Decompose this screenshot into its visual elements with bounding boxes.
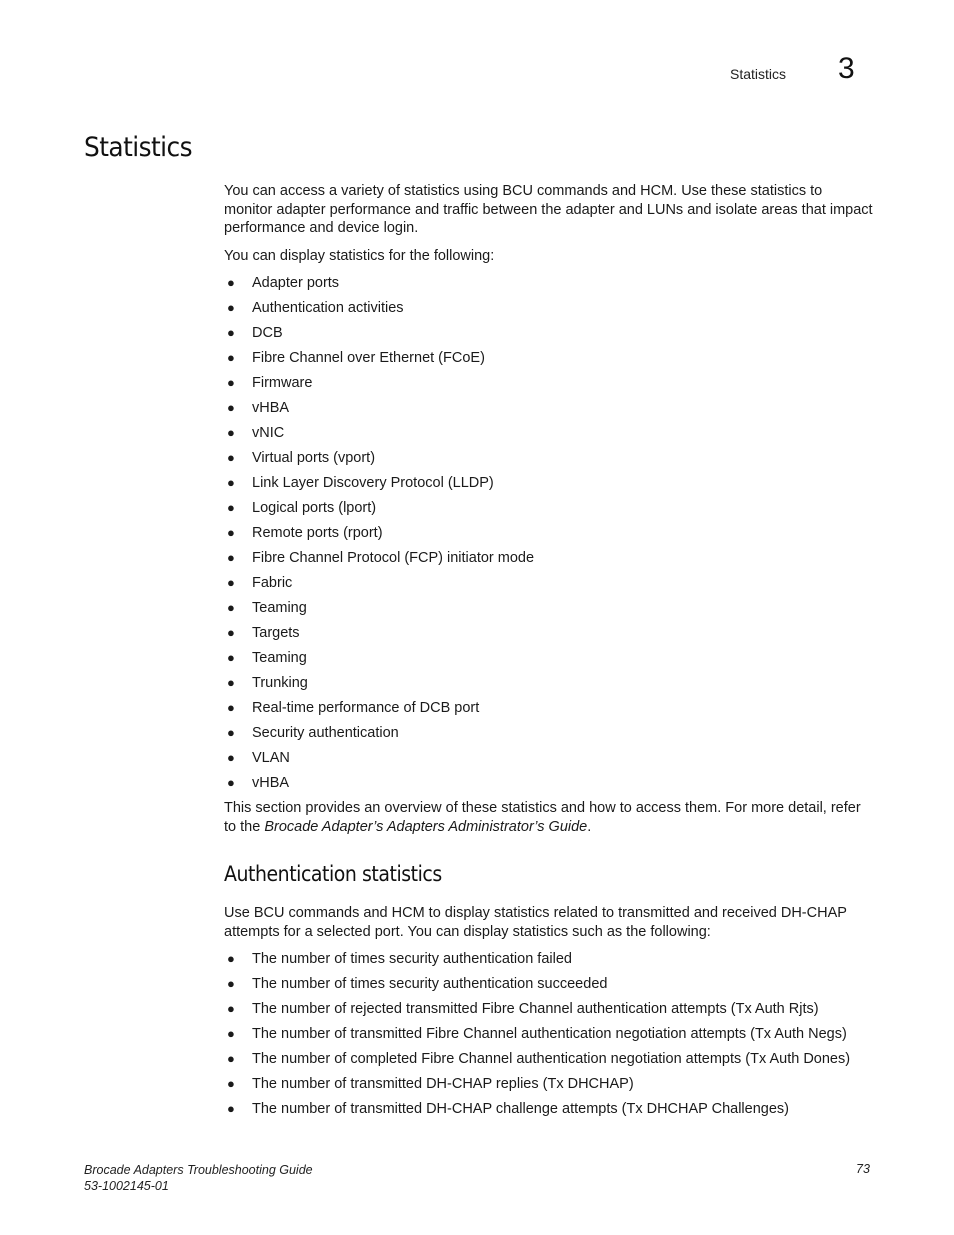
list-item: ● Teaming xyxy=(227,600,307,616)
list-item: ● The number of rejected transmitted Fibre Channel authentication attempts (Tx Auth Rjts) xyxy=(227,1001,819,1017)
list-item: ● Adapter ports xyxy=(227,275,340,291)
chapter-number: 3 xyxy=(838,52,855,85)
intro-section xyxy=(224,182,874,836)
list-item: ● Real-time performance of DCB port xyxy=(227,700,480,716)
bullet-icon: ● xyxy=(227,525,235,540)
list-item: ● Fabric xyxy=(227,575,293,591)
bullet-icon: ● xyxy=(227,425,235,440)
running-header-section: Statistics xyxy=(730,66,787,82)
bullet-icon: ● xyxy=(227,325,235,340)
bullet-icon: ● xyxy=(227,600,235,615)
bullet-icon: ● xyxy=(227,450,235,465)
list-item: ● Virtual ports (vport) xyxy=(227,450,376,466)
bullet-icon: ● xyxy=(227,550,235,565)
bullet-icon: ● xyxy=(227,1076,235,1091)
bullet-icon: ● xyxy=(227,1101,235,1116)
list-item: ● vHBA xyxy=(227,775,290,791)
bullet-icon: ● xyxy=(227,951,235,966)
list-item: ● Authentication activities xyxy=(227,300,404,316)
list-item: ● vHBA xyxy=(227,400,290,416)
intro-paragraph: You can access a variety of statistics using BCU commands and HCM. Use these statistics to monitor adapter performance and traffic between the adapter and LUNs and isolate areas that impact performance and device login. xyxy=(224,183,873,236)
page-number: 73 xyxy=(856,1162,870,1176)
bullet-icon: ● xyxy=(227,350,235,365)
guide-title-reference: Brocade Adapter’s Adapters Administrator’s Guide xyxy=(264,818,588,835)
bullet-icon: ● xyxy=(227,650,235,665)
page-title: Statistics xyxy=(84,132,193,163)
list-item: ● Fibre Channel over Ethernet (FCoE) xyxy=(227,350,485,366)
statistics-type-list xyxy=(224,274,874,799)
list-item: ● The number of times security authentication failed xyxy=(227,951,572,967)
bullet-icon: ● xyxy=(227,275,235,290)
bullet-icon: ● xyxy=(227,1001,235,1016)
footer-doc-title: Brocade Adapters Troubleshooting Guide xyxy=(84,1163,313,1177)
bullet-icon: ● xyxy=(227,375,235,390)
list-item: ● Targets xyxy=(227,625,300,641)
bullet-icon: ● xyxy=(227,300,235,315)
bullet-icon: ● xyxy=(227,675,235,690)
bullet-icon: ● xyxy=(227,500,235,515)
list-item: ● The number of transmitted Fibre Channel authentication negotiation attempts (Tx Auth Negs) xyxy=(227,1026,847,1042)
list-item: ● The number of completed Fibre Channel authentication negotiation attempts (Tx Auth Dones) xyxy=(227,1051,851,1067)
bullet-icon: ● xyxy=(227,1026,235,1041)
list-item: ● Teaming xyxy=(227,650,307,666)
list-item: ● Remote ports (rport) xyxy=(227,525,383,541)
list-item: ● VLAN xyxy=(227,750,290,766)
auth-statistics-list xyxy=(224,950,874,1125)
bullet-icon: ● xyxy=(227,400,235,415)
bullet-icon: ● xyxy=(227,750,235,765)
section-heading: Authentication statistics xyxy=(224,862,442,886)
footer-doc-number: 53-1002145-01 xyxy=(84,1179,169,1193)
list-item: ● Security authentication xyxy=(227,725,399,741)
list-item: ● The number of transmitted DH-CHAP replies (Tx DHCHAP) xyxy=(227,1076,634,1092)
list-item: ● Fibre Channel Protocol (FCP) initiator mode xyxy=(227,550,535,566)
auth-section xyxy=(224,904,874,1125)
footer-doc-info xyxy=(84,1162,313,1194)
bullet-icon: ● xyxy=(227,700,235,715)
list-item: ● Link Layer Discovery Protocol (LLDP) xyxy=(227,475,494,491)
list-item: ● Logical ports (lport) xyxy=(227,500,377,516)
bullet-icon: ● xyxy=(227,775,235,790)
bullet-icon: ● xyxy=(227,475,235,490)
intro-lead-in: You can display statistics for the following: xyxy=(224,247,495,264)
list-item: ● DCB xyxy=(227,325,283,341)
bullet-icon: ● xyxy=(227,625,235,640)
list-item: ● The number of times security authentication succeeded xyxy=(227,976,608,992)
list-item: ● vNIC xyxy=(227,425,285,441)
list-item: ● Firmware xyxy=(227,375,313,391)
list-item: ● Trunking xyxy=(227,675,308,691)
bullet-icon: ● xyxy=(227,725,235,740)
auth-paragraph: Use BCU commands and HCM to display statistics related to transmitted and received DH-CHAP attempts for a selected port. You can display statistics such as the following: xyxy=(224,905,847,940)
bullet-icon: ● xyxy=(227,976,235,991)
bullet-icon: ● xyxy=(227,575,235,590)
bullet-icon: ● xyxy=(227,1051,235,1066)
list-item: ● The number of transmitted DH-CHAP challenge attempts (Tx DHCHAP Challenges) xyxy=(227,1101,789,1117)
closing-paragraph: This section provides an overview of these statistics and how to access them. For more detail, refer to the Brocade Adapter’s Adapters Administrator’s Guide. xyxy=(224,800,861,835)
